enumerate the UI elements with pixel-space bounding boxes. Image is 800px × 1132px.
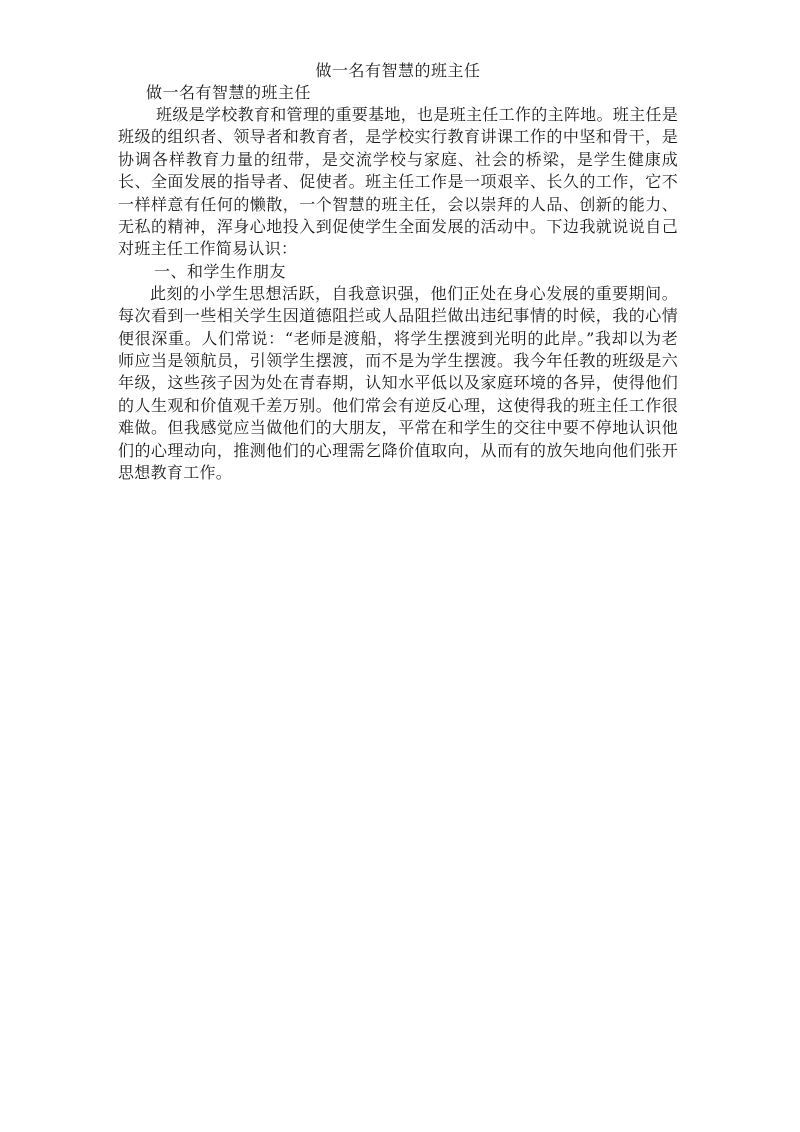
intro-paragraph: 班级是学校教育和管理的重要基地，也是班主任工作的主阵地。班主任是班级的组织者、领导者和教育者，是学校实行教育讲课工作的中坚和骨干，是协调各样教育力量的纽带，是交流学校与家庭、社会的桥梁，是学生健康成长、全面发展的指导者、促使者。班主任工作是一项艰辛、长久的工作，它不一样样意有任何的懒散，一个智慧的班主任，会以崇拜的人品、创新的能力、无私的精神，浑身心地投入到促使学生全面发展的活动中。下边我就说说自己对班主任工作简易认识： [118,105,678,259]
section-heading: 一、和学生作朋友 [154,261,287,281]
section-paragraph: 此刻的小学生思想活跃，自我意识强，他们正处在身心发展的重要期间。每次看到一些相关学生因道德阻拦或人品阻拦做出违纪事情的时候，我的心情便很深重。人们常说：“老师是渡船，将学生摆渡到光明的此岸。”我却以为老师应当是领航员，引领学生摆渡，而不是为学生摆渡。我今年任教的班级是六年级，这些孩子因为处在青春期，认知水平低以及家庭环境的各异，使得他们的人生观和价值观千差万别。他们常会有逆反心理，这使得我的班主任工作很难做。但我感觉应当做他们的大朋友，平常在和学生的交往中要不停地认识他们的心理动向，推测他们的心理需乞降价值取向，从而有的放矢地向他们张开思想教育工作。 [118,283,678,483]
document-title: 做一名有智慧的班主任 [315,61,481,80]
document-content [118,60,678,485]
document-subtitle: 做一名有智慧的班主任 [146,83,312,102]
